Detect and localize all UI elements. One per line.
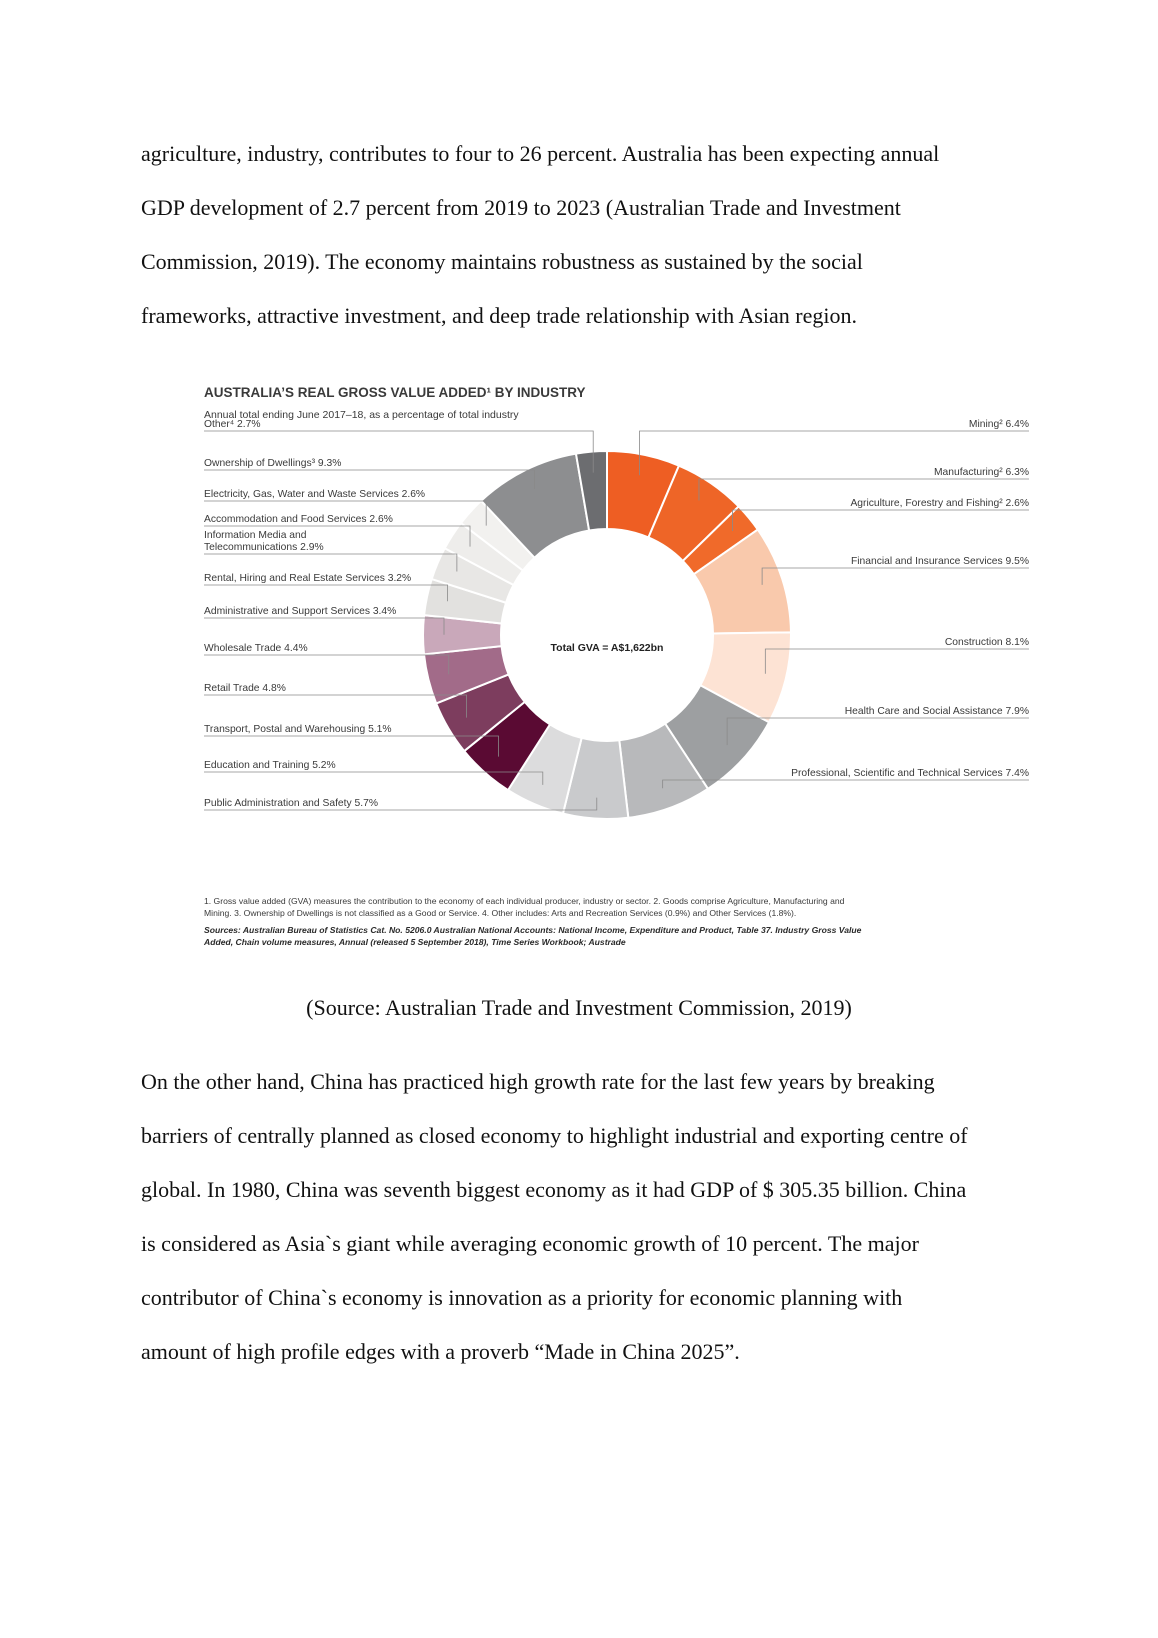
slice-label: Wholesale Trade 4.4% [204, 643, 308, 654]
sources-line: Added, Chain volume measures, Annual (released 5 September 2018), Time Series Workbook; Austrade [204, 937, 626, 947]
leader-line [762, 568, 1029, 585]
leader-line [204, 618, 444, 635]
paragraph-line: Commission, 2019). The economy maintains robustness as sustained by the social [141, 249, 863, 274]
slice-label: Administrative and Support Services 3.4% [204, 606, 397, 617]
paragraph-line: is considered as Asia`s giant while averaging economic growth of 10 percent. The major [141, 1231, 919, 1256]
footnote-line: Mining. 3. Ownership of Dwellings is not classified as a Good or Service. 4. Other includes: Arts and Recreation Services (0.9%) and Other Services (1.8%). [204, 908, 797, 918]
slice-label: Ownership of Dwellings³ 9.3% [204, 458, 342, 469]
paragraph-2 [141, 1055, 1031, 1379]
footnote-line: 1. Gross value added (GVA) measures the contribution to the economy of each individual producer, industry or sector. 2. Goods comprise Agriculture, Manufacturing and [204, 896, 845, 906]
slice-label: Telecommunications 2.9% [204, 542, 324, 553]
sources-line: Sources: Australian Bureau of Statistics Cat. No. 5206.0 Australian National Accounts: National Income, Expenditure and Product, Table 37. Industry Gross Value [204, 925, 862, 935]
chart-title: AUSTRALIA’S REAL GROSS VALUE ADDED¹ BY INDUSTRY [204, 385, 586, 400]
paragraph-line: On the other hand, China has practiced high growth rate for the last few years by breaking [141, 1069, 935, 1094]
slice-label: Transport, Postal and Warehousing 5.1% [204, 724, 392, 735]
slice-label: Other⁴ 2.7% [204, 419, 261, 430]
chart-subtitle: Annual total ending June 2017–18, as a percentage of total industry [204, 409, 519, 421]
leader-line [204, 655, 449, 674]
slice-label: Information Media and [204, 530, 307, 541]
slice-label: Professional, Scientific and Technical Services 7.4% [791, 768, 1029, 779]
slice-label: Manufacturing² 6.3% [933, 467, 1029, 478]
paragraph-line: barriers of centrally planned as closed economy to highlight industrial and exporting centre of [141, 1123, 968, 1148]
slice-label: Public Administration and Safety 5.7% [204, 798, 379, 809]
paragraph-line: frameworks, attractive investment, and deep trade relationship with Asian region. [141, 303, 857, 328]
slice-label: Accommodation and Food Services 2.6% [204, 514, 393, 525]
figure-caption: (Source: Australian Trade and Investment Commission, 2019) [306, 995, 852, 1020]
leader-line [765, 649, 1029, 674]
paragraph-line: GDP development of 2.7 percent from 2019 to 2023 (Australian Trade and Investment [141, 195, 901, 220]
slice-label: Financial and Insurance Services 9.5% [850, 556, 1029, 567]
leader-line [733, 510, 1029, 531]
leader-line [204, 470, 534, 489]
leader-line [204, 585, 448, 601]
slice-label: Rental, Hiring and Real Estate Services 3.2% [204, 573, 412, 584]
leader-line [727, 718, 1029, 745]
paragraph-line: amount of high profile edges with a proverb “Made in China 2025”. [141, 1339, 740, 1364]
center-label: Total GVA = A$1,622bn [550, 642, 664, 654]
paragraph-line: agriculture, industry, contributes to four to 26 percent. Australia has been expecting annual [141, 141, 940, 166]
slice-label: Education and Training 5.2% [204, 760, 336, 771]
slice-label: Agriculture, Forestry and Fishing² 2.6% [850, 498, 1029, 509]
slice-label: Health Care and Social Assistance 7.9% [844, 706, 1029, 717]
paragraph-line: contributor of China`s economy is innovation as a priority for economic planning with [141, 1285, 903, 1310]
slice-label: Mining² 6.4% [968, 419, 1029, 430]
paragraph-line: global. In 1980, China was seventh biggest economy as it had GDP of $ 305.35 billion. China [141, 1177, 967, 1202]
slice-label: Construction 8.1% [944, 637, 1029, 648]
slice-label: Electricity, Gas, Water and Waste Services 2.6% [204, 489, 426, 500]
paragraph-1 [141, 127, 1031, 343]
leader-line [204, 695, 467, 718]
slice-label: Retail Trade 4.8% [204, 683, 286, 694]
donut-chart [0, 370, 1158, 960]
gva-donut-figure [0, 370, 1158, 960]
leader-line [204, 554, 457, 572]
